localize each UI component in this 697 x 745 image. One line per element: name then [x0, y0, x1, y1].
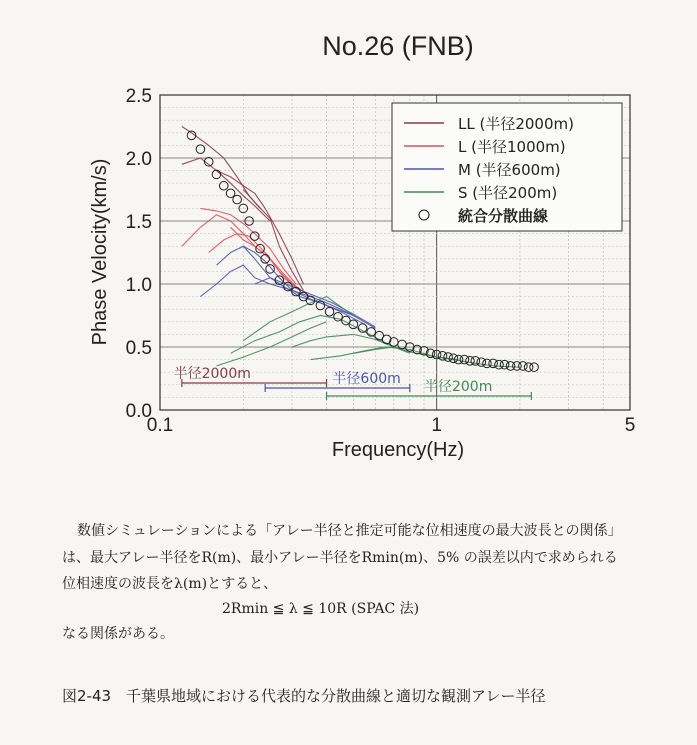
x-tick-label: 0.1 [146, 415, 174, 436]
x-tick-label: 5 [624, 415, 636, 436]
figure-caption: 図2-43 千葉県地域における代表的な分散曲線と適切な観測アレー半径 [62, 687, 546, 705]
y-tick-label: 0.0 [125, 401, 152, 422]
range-label: 半径200m [423, 379, 493, 395]
body-line-1: 数値シミュレーションによる「アレー半径と推定可能な位相速度の最大波長との関係」 [77, 523, 622, 539]
y-tick-label: 1.0 [125, 275, 152, 296]
legend-label: 統合分散曲線 [458, 207, 549, 225]
y-tick-label: 0.5 [125, 338, 152, 359]
x-axis-label: Frequency(Hz) [331, 439, 465, 461]
legend-label: M (半径600m) [458, 161, 561, 179]
formula: 2Rmin ≦ λ ≦ 10R (SPAC 法) [222, 601, 420, 617]
body-line-2: は、最大アレー半径をR(m)、最小アレー半径をRmin(m)、5% の誤差以内で求められる [62, 550, 618, 566]
legend-label: S (半径200m) [458, 184, 558, 202]
y-tick-label: 2.5 [125, 86, 152, 107]
range-label: 半径600m [332, 371, 401, 387]
legend-label: L (半径1000m) [458, 138, 566, 156]
y-tick-label: 2.0 [125, 149, 152, 170]
y-tick-label: 1.5 [125, 212, 152, 233]
body-line-3: 位相速度の波長をλ(m)とすると、 [62, 576, 278, 592]
legend [392, 103, 622, 231]
range-label: 半径2000m [173, 366, 251, 382]
x-tick-label: 1 [431, 415, 442, 436]
legend-label: LL (半径2000m) [458, 115, 574, 133]
chart-title: No.26 (FNB) [322, 31, 474, 61]
body-line-4: なる関係がある。 [62, 626, 174, 642]
y-axis-label: Phase Velocity(km/s) [89, 158, 111, 346]
